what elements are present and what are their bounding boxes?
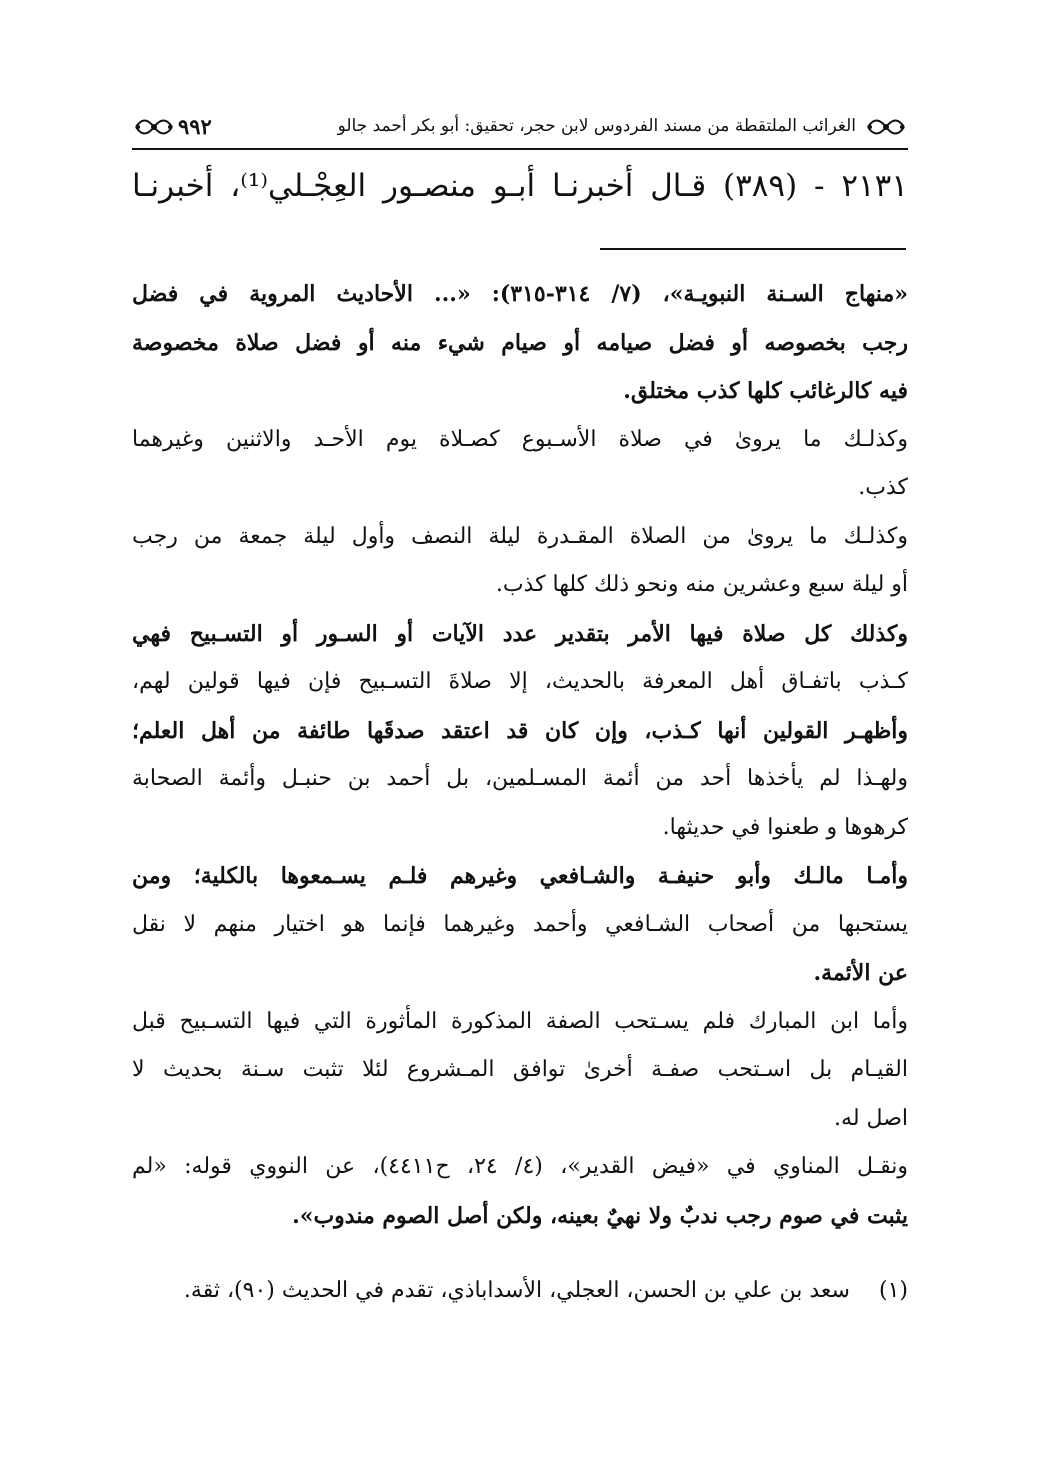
- footnote-reference: [132, 1278, 908, 1303]
- page-number: ٩٩٢: [178, 114, 212, 139]
- header-rule: [132, 148, 908, 150]
- ornament-icon: [132, 112, 176, 142]
- footnote-line: ونقـل المناوي في «فيض القدير»، (٤/ ٢٤، ح٤٤١١)، عن النووي قوله: «لم: [132, 1154, 908, 1179]
- footnote-line: اصل له.: [834, 1105, 908, 1131]
- running-title: الغرائب الملتقطة من مسند الفردوس لابن حجر، تحقيق: أبو بكر أحمد جالو: [337, 116, 856, 136]
- footnote-line: يثبت في صوم رجب ندبٌ ولا نهيٌ بعينه، ولكن أصل الصوم مندوب».: [292, 1202, 908, 1229]
- ornament-icon: [864, 112, 908, 142]
- running-header: [132, 108, 908, 150]
- footnote-separator: [600, 248, 906, 250]
- footnote-line: يستحبها من أصحاب الشـافعي وأحمد وغيرهما فإنما هو اختيار منهم لا نقل: [132, 911, 908, 937]
- footnote-line: وأظهـر القولين أنها كـذب، وإن كان قد اعتقد صدقَها طائفة من أهل العلم؛: [132, 717, 908, 744]
- footnote-line: رجب بخصوصه أو فضل صيامه أو صيام شيء منه أو فضل صلاة مخصوصة: [132, 329, 908, 356]
- footnote-line: وأمـا مالـك وأبو حنيفـة والشـافعي وغيرهم فلـم يسـمعوها بالكلية؛ ومن: [132, 863, 908, 889]
- footnote-line: كذب.: [858, 475, 908, 500]
- footnote-line: «منهاج السـنة النبويـة»، (٧/ ٣١٤-٣١٥): «... الأحاديث المروية في فضل: [132, 281, 908, 307]
- footnote-line: أو ليلة سبع وعشرين منه ونحو ذلك كلها كذب.: [495, 572, 908, 597]
- footnote-line: القيـام بل اسـتحب صفـة أخرىٰ توافق المـشروع لئلا تثبت سـنة بحديث لا: [132, 1057, 908, 1082]
- footnote-line: كـذب باتفـاق أهل المعرفة بالحديث، إلا صلاةَ التسـبيح فإن فيها قولين لهم،: [132, 669, 908, 694]
- footnote-line: وأما ابن المبارك فلم يسـتحب الصفة المذكورة المأثورة التي فيها التسـبيح قبل: [132, 1008, 908, 1034]
- footnote-reference-text: سعد بن علي بن الحسن، العجلي، الأسداباذي، تقدم في الحديث (٩٠)، ثقة.: [183, 1278, 850, 1303]
- footnote-line: وكذلـك ما يروىٰ في صلاة الأسـبوع كصـلاة يوم الأحـد والاثنين وغيرهما: [132, 426, 908, 452]
- hadith-heading: ٢١٣١ - (٣٨٩) قـال أخبرنـا أبـو منصـور العِجْـلي⁽¹⁾، أخبرنـا: [132, 168, 908, 204]
- footnote-number: (١): [878, 1278, 908, 1303]
- footnote-line: وكذلـك ما يروىٰ من الصلاة المقـدرة ليلة النصف وأول ليلة جمعة من رجب: [132, 523, 908, 549]
- footnote-line: فيه كالرغائب كلها كذب مختلق.: [623, 378, 908, 404]
- footnote-text: [132, 270, 908, 1240]
- footnote-line: ولهـذا لم يأخذها أحد من أئمة المسـلمين، بل أحمد بن حنبـل وأئمة الصحابة: [132, 766, 908, 791]
- footnote-line: وكذلك كل صلاة فيها الأمر بتقدير عدد الآيات أو السـور أو التسـبيح فهي: [132, 620, 908, 647]
- footnote-line: كرهوها و طعنوا في حديثها.: [662, 814, 908, 840]
- footnote-line: عن الأئمة.: [813, 960, 908, 986]
